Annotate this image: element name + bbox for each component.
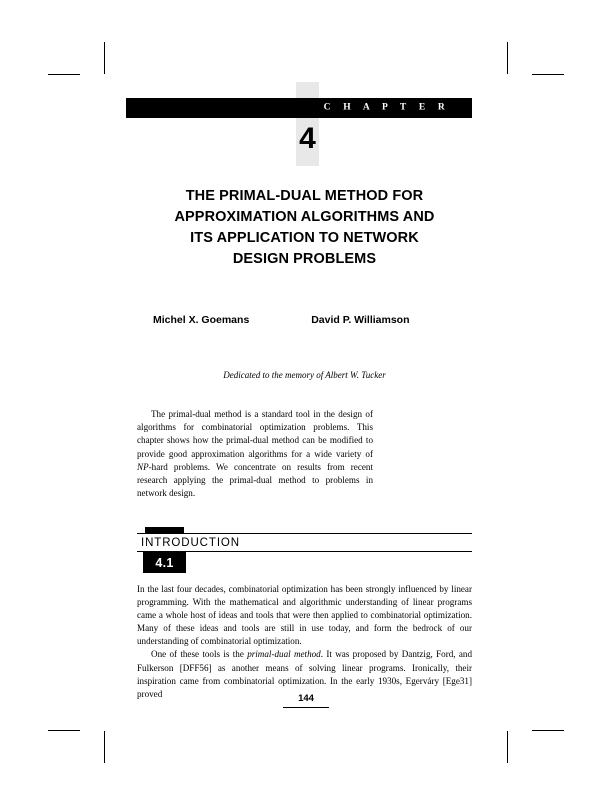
- section-heading-rule-top: [137, 533, 472, 534]
- abstract-text-part-2: -hard problems. We concentrate on results from recent research applying the primal-dual method to problems in network design.: [137, 461, 373, 499]
- page-number-rule: [283, 707, 329, 708]
- crop-mark-bottom-right-horizontal: [532, 730, 564, 731]
- crop-mark-bottom-left-vertical: [104, 731, 105, 763]
- chapter-title: [137, 186, 472, 270]
- body-copy: [137, 583, 472, 701]
- body-paragraph-2-part-2: . It was proposed by Dantzig, Ford, and Fulkerson [DFF56] as another means of solving linear programs. Ironically, their inspiration came from combinatorial optimization. In the early 1930s, Egerváry [Ege31] proved: [137, 649, 472, 699]
- chapter-title-line-3: ITS APPLICATION TO NETWORK: [190, 229, 419, 246]
- crop-mark-top-left-vertical: [104, 42, 105, 74]
- chapter-banner-label: C H A P T E R: [323, 102, 450, 113]
- crop-mark-top-right-vertical: [507, 42, 508, 74]
- author-name-first: Michel X. Goemans: [153, 314, 250, 326]
- chapter-title-line-4: DESIGN PROBLEMS: [232, 250, 377, 267]
- abstract-emphasis-np: NP: [137, 461, 149, 472]
- chapter-banner: [126, 98, 472, 118]
- section-number: 4.1: [155, 555, 174, 570]
- chapter-title-line-1: THE PRIMAL-DUAL METHOD FOR: [185, 187, 424, 204]
- crop-mark-top-left-horizontal: [48, 74, 80, 75]
- section-title: INTRODUCTION: [141, 537, 240, 549]
- crop-mark-bottom-left-horizontal: [48, 730, 80, 731]
- chapter-title-line-2: APPROXIMATION ALGORITHMS AND: [174, 208, 435, 225]
- dedication-line: Dedicated to the memory of Albert W. Tucker: [223, 370, 386, 380]
- author-list: [137, 313, 472, 327]
- body-paragraph-2-part-1: One of these tools is the: [151, 649, 248, 660]
- chapter-number: 4: [299, 122, 316, 155]
- page-number: 144: [298, 693, 314, 704]
- section-number-box: [143, 552, 186, 573]
- chapter-abstract: [137, 408, 373, 500]
- body-paragraph-1: In the last four decades, combinatorial optimization has been strongly influenced by linear programming. With the mathematical and algorithmic understanding of linear programs came a whole host of ideas and tools that were then applied to combinatorial optimization. Many of these ideas and tools are still in use today, and form the bedrock of our understanding of combinatorial optimization.: [137, 584, 472, 647]
- crop-mark-bottom-right-vertical: [507, 731, 508, 763]
- author-name-second: David P. Williamson: [311, 314, 410, 326]
- body-emphasis-primal-dual-method: primal-dual method: [247, 649, 321, 660]
- crop-mark-top-right-horizontal: [532, 74, 564, 75]
- abstract-text-part-1: The primal-dual method is a standard tool in the design of algorithms for combinatorial optimization problems. This chapter shows how the primal-dual method can be modified to provide good approximation algorithms for a wide variety of: [137, 409, 373, 459]
- section-heading-rule-bottom: [137, 551, 472, 552]
